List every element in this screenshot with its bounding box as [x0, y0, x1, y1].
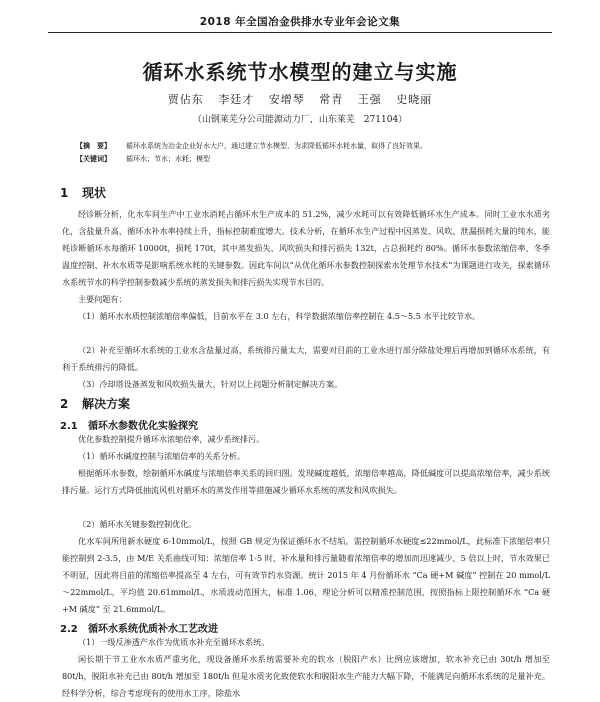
keywords-row — [76, 153, 548, 166]
author-list — [0, 91, 600, 107]
subsection-number: 2.2 — [60, 624, 78, 635]
subsection-heading-2-1 — [60, 417, 198, 432]
subsection-number: 2.1 — [60, 421, 78, 432]
body-paragraph: （1）一级反渗透产水作为优质水补充至循环水系统。 — [78, 637, 270, 647]
body-paragraph: （3）冷却塔设备蒸发和风吹损失量大，针对以上问题分析制定解决方案。 — [78, 379, 343, 389]
body-paragraph: （2）循环水关键参数控制优化。 — [78, 519, 197, 529]
section-number: 1 — [60, 186, 69, 200]
author-name: 王强 — [357, 93, 382, 106]
section-title: 现状 — [82, 186, 107, 200]
section-heading-1 — [60, 184, 106, 201]
body-paragraph: 优化参数控制提升循环水浓缩倍率，减少系统排污。 — [78, 434, 265, 444]
author-name: 贾佔东 — [167, 93, 204, 106]
subsection-title: 循环水系统优质补水工艺改进 — [88, 624, 218, 635]
body-paragraph: （1）循环水水质控制浓缩倍率偏低，目前水平在 3.0 左右，科学数据浓缩倍率控制在 4.5～5.5 水平比较节水。 — [78, 311, 481, 321]
section-title: 解决方案 — [82, 397, 131, 411]
author-name: 常青 — [319, 93, 344, 106]
keywords-label: 【关键词】 — [76, 155, 111, 163]
abstract-label: 【摘 要】 — [76, 142, 111, 150]
author-name: 李廷才 — [218, 93, 255, 106]
body-paragraph: 根据循环水参数，绘制循环水碱度与浓缩倍率关系的回归图。发现碱度越低，浓缩倍率越高，降低碱度可以提高浓缩倍率，减少系统排污量。运行方式降低抽流风机对循环水的蒸发作用等措施减少循环水系统的蒸发和风吹损失。 — [62, 468, 550, 495]
body-paragraph: （2）补充至循环水系统的工业水含盐量过高，系统排污量太大，需要对目前的工业水进行部分除盐处理后再增加到循环水系统，有利于系统排污的降低。 — [62, 345, 550, 372]
running-header: 2018 年全国冶金供排水专业年会论文集 — [199, 16, 401, 28]
body-paragraph: 化水车间所用新水硬度 6-10mmol/L，按照 GB 规定为保证循环水不结垢，需控制循环水硬度≤22mmol/L，此标准下浓缩倍率只能控制到 2-3.5，由 M/E 关系曲线可知：浓缩倍率 1-5 时，补水量和排污量随着浓缩倍率的增加而迅速减少，5 倍以上时，节水效果已不明显，因此将目前的浓缩倍率提高至 4 左右，可有效节约水资源。统计 2015 年 4 月份循环水 “Ca 硬+M 碱度” 控制在 20 mmol/L～22mmol/L，平均值 20.61mmol/L，水质波动范围大，标准 1.06，理论分析可以精准控制范围，按照指标上限控制循环水 “Ca 硬+M 碱度” 至 21.6mmol/L。 — [62, 536, 550, 614]
subsection-heading-2-2 — [60, 620, 218, 635]
author-name: 史晓丽 — [396, 93, 433, 106]
body-paragraph: 主要问题有： — [78, 294, 127, 304]
paper-title: 循环水系统节水模型的建立与实施 — [142, 60, 458, 84]
header-rule — [48, 32, 552, 33]
abstract-text: 循环水系统为冶金企业好水大户，通过建立节水模型，为求降低循环水耗水量，取得了良好效果。 — [126, 142, 427, 150]
keywords-text: 循环水；节水；水耗；模型 — [126, 155, 210, 163]
section-number: 2 — [60, 397, 69, 411]
author-name: 安增琴 — [268, 93, 305, 106]
author-affiliation: （山钢莱芜分公司能源动力厂，山东莱芜 271104） — [192, 115, 408, 125]
abstract-row — [76, 140, 548, 153]
body-paragraph: 经诊断分析，化水车间生产中工业水消耗占循环水生产成本的 51.2%，减少水耗可以有效降低循环水生产成本。同时工业水水质劣化，含盐量升高，循环水补水率持续上升，指标控制难度增大。技术分析，在循环水生产过程中因蒸发、风吹、泄漏损耗大量的纯水，能耗诊断循环水每循环 10000t，损耗 170t，其中蒸发损失、风吹损失和排污损失 132t，占总损耗约 80%。循环水参数浓缩倍率、冬季温度控制、补水水质等是影响系统水耗的关键参数。因此车间以“从优化循环水参数控制探索水处理节水技术”为课题进行攻关，探索循环水系统节水的科学控制参数减少系统的蒸发损失和排污损失实现节水目的。 — [62, 209, 550, 287]
body-paragraph: （1）循环水碱度控制与浓缩倍率的关系分析。 — [78, 451, 246, 461]
section-heading-2 — [60, 395, 130, 412]
subsection-title: 循环水参数优化实验探究 — [88, 421, 198, 432]
abstract-block — [76, 140, 548, 166]
body-paragraph: 闲长期于节工业水水质严重劣化，现设备循环水系统需要补充的软水（脱阳产水）比例应该增加，软水补充已由 30t/h 增加至 80t/h，脱阳水补充已由 80t/h 增加至 180t/h 但是水质劣化致使软水和脱阳水生产能力大幅下降，不能满足向循环水系统的足量补充。经科学分析，综合考虑现有的使用水工序，除盐水 — [62, 654, 550, 698]
